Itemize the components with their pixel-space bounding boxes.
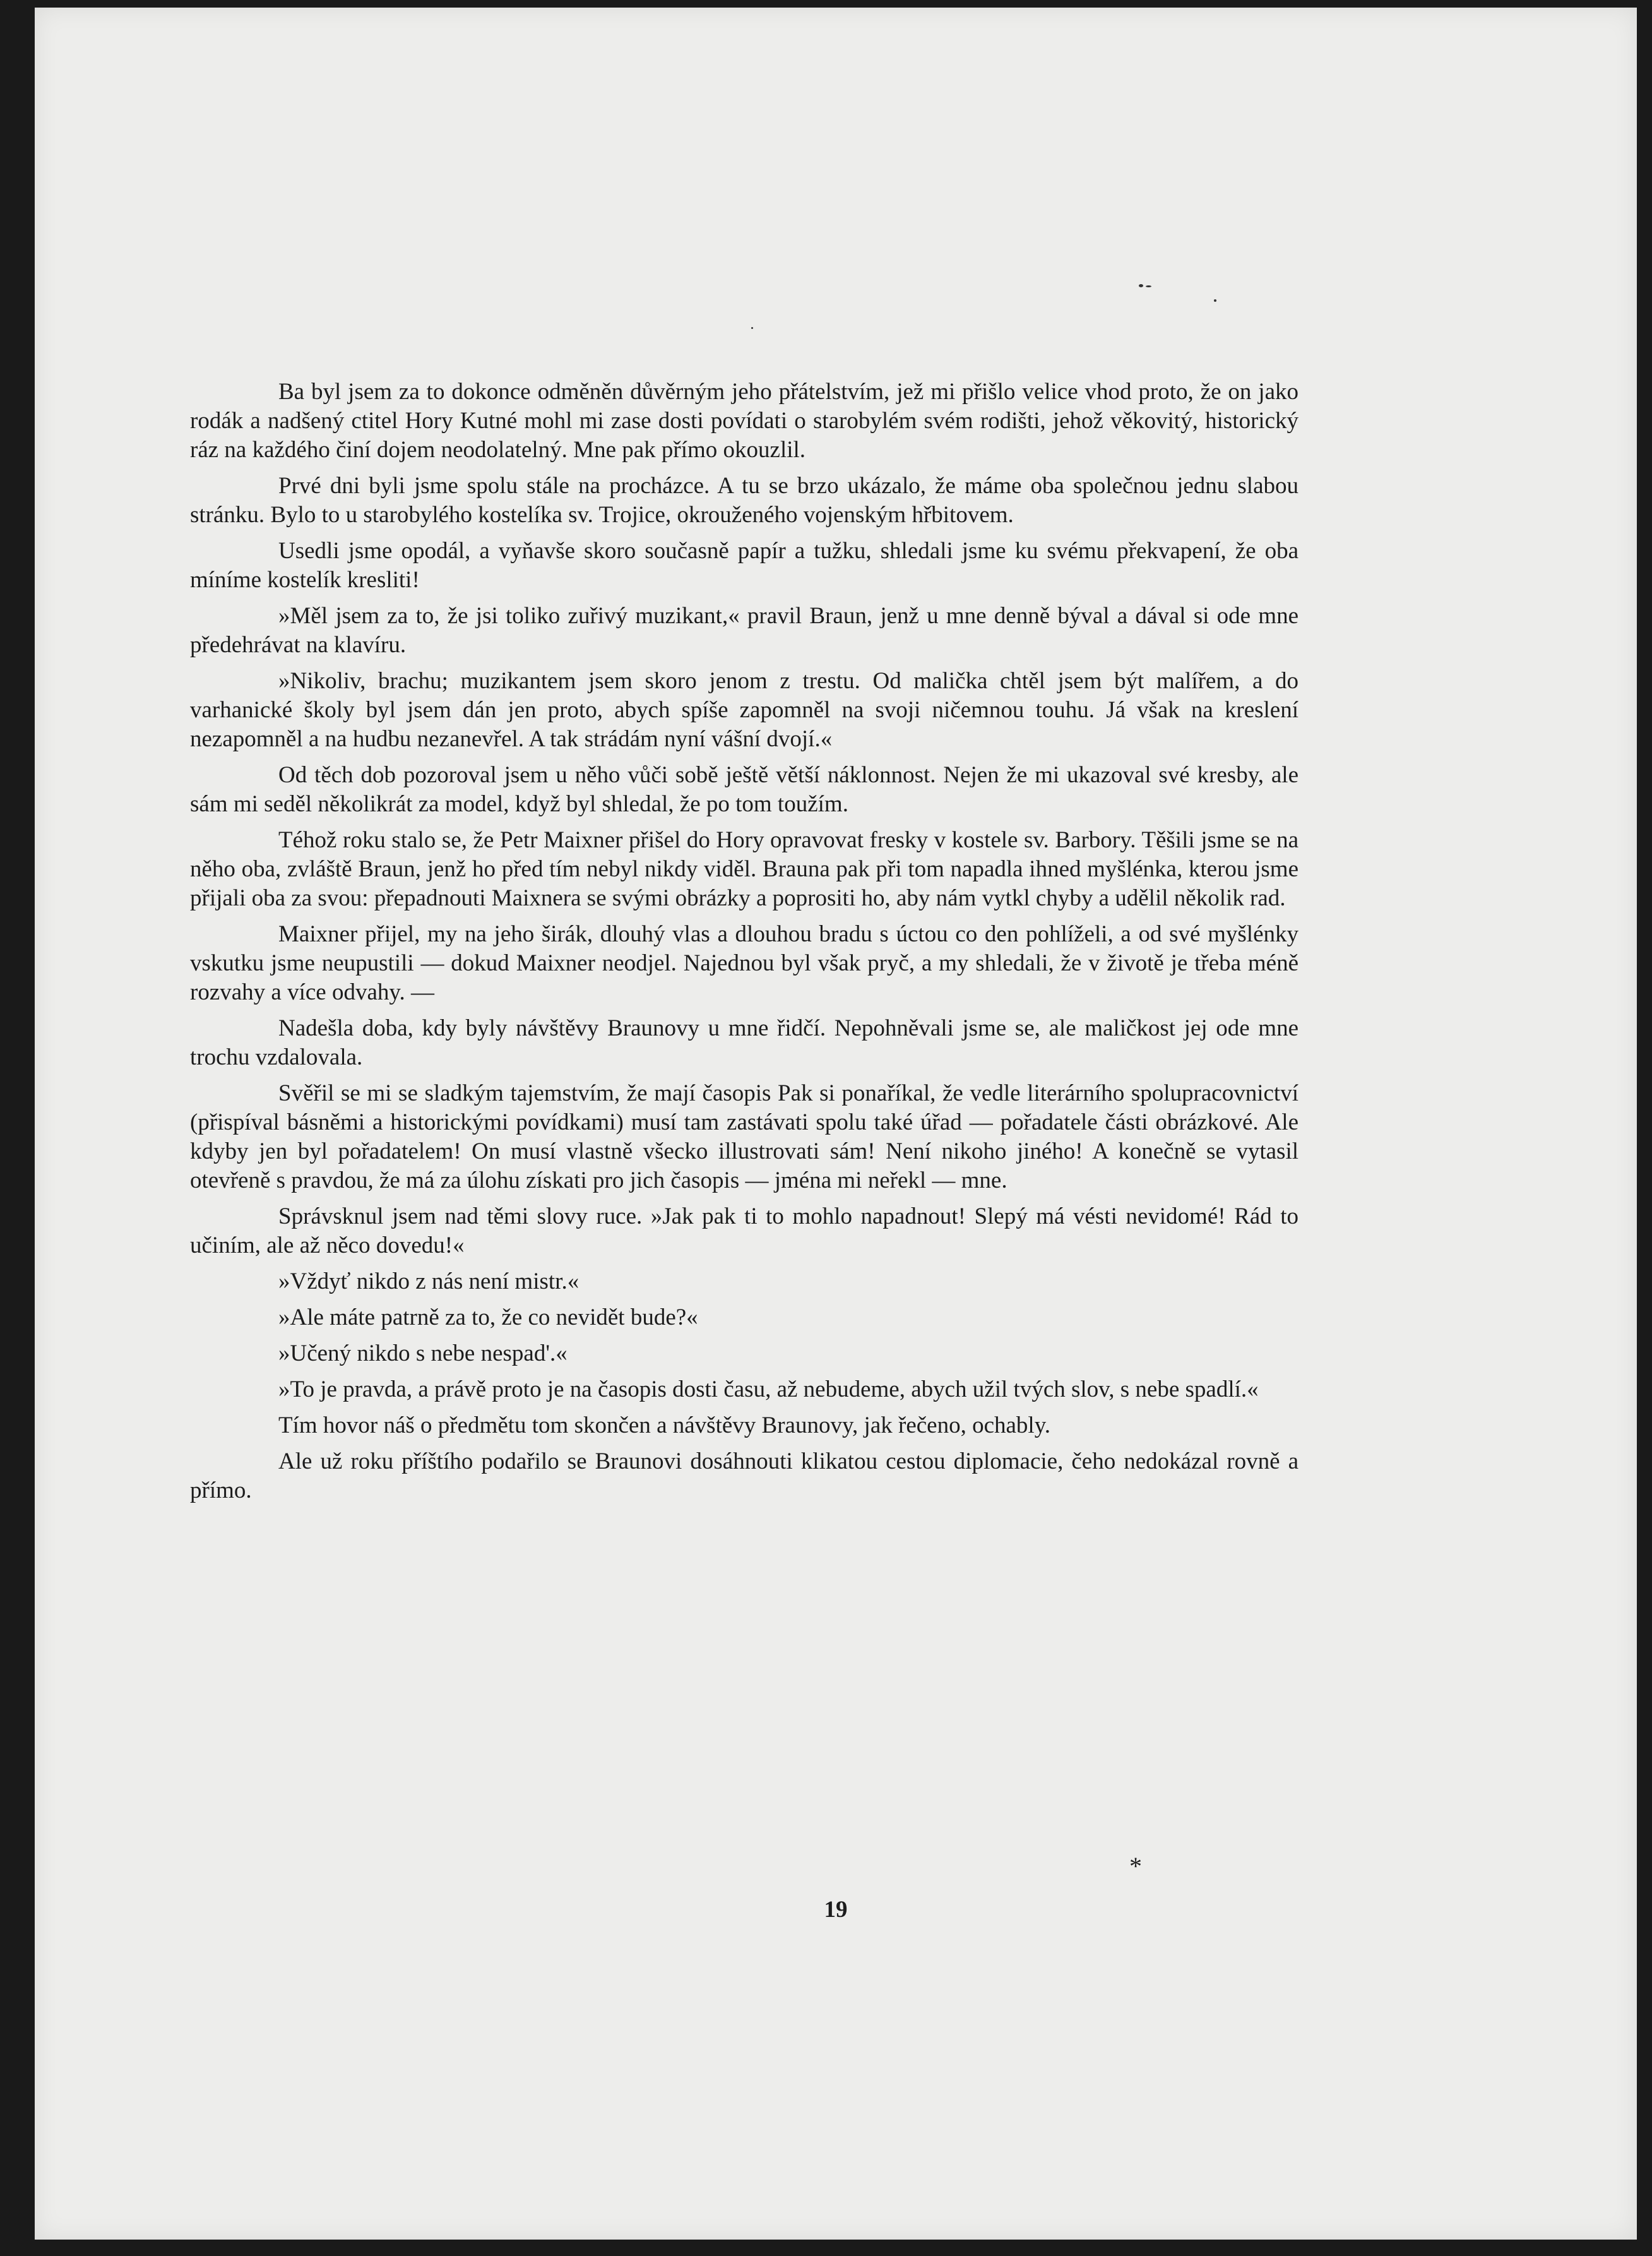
ink-speck xyxy=(751,327,753,329)
paragraph: Téhož roku stalo se, že Petr Maixner přišel do Hory opravovat fresky v kostele sv. Barbory. Těšili jsme se na něho oba, zvláště Braun, jenž ho před tím nebyl nikdy viděl. Brauna pak při tom napadla ihned myšlénka, kterou jsme přijali oba za svou: přepadnouti Maixnera se svými obrázky a poprositi ho, aby nám vytkl chyby a udělil několik rad. xyxy=(190,827,1298,911)
paragraph: Svěřil se mi se sladkým tajemstvím, že mají časopis Pak si ponaříkal, že vedle literárního spolupracovnictví (přispíval básněmi a historickými povídkami) musí tam zastávati spolu také úřad — pořadatele části obrázkové. Ale kdyby jen byl pořadatelem! On musí vlastně všecko illustrovati sám! Není nikoho jiného! A konečně se vytasil otevřeně s pravdou, že má za úlohu získati pro jich časopis — jména mi neřekl — mne. xyxy=(190,1080,1298,1193)
ink-speck xyxy=(1146,285,1151,287)
paragraph: Maixner přijel, my na jeho širák, dlouhý vlas a dlouhou bradu s úctou co den pohlíželi, a od své myšlénky vskutku jsme neupustili — dokud Maixner neodjel. Najednou byl však pryč, a my shledali, že v životě je třeba méně rozvahy a více odvahy. — xyxy=(190,921,1298,1005)
ink-speck xyxy=(1139,284,1143,287)
paragraph: Prvé dni byli jsme spolu stále na procházce. A tu se brzo ukázalo, že máme oba společnou jednu slabou stránku. Bylo to u starobylého kostelíka sv. Trojice, okrouženého vojenským hřbitovem. xyxy=(190,473,1298,528)
paragraph: »To je pravda, a právě proto je na časopis dosti času, až nebudeme, abych užil tvých slov, s nebe spadlí.« xyxy=(278,1376,1259,1402)
paragraph: »Ale máte patrně za to, že co nevidět bude?« xyxy=(278,1304,698,1330)
paragraph: Nadešla doba, kdy byly návštěvy Braunovy u mne řidčí. Nepohněvali jsme se, ale maličkost jej ode mne trochu vzdalovala. xyxy=(190,1015,1298,1070)
paragraph: »Vždyť nikdo z nás není mistr.« xyxy=(278,1268,579,1294)
body-text xyxy=(190,378,1298,1512)
paragraph: Od těch dob pozoroval jsem u něho vůči sobě ještě větší náklonnost. Nejen že mi ukazoval své kresby, ale sám mi seděl několikrát za model, když byl shledal, že po tom toužím. xyxy=(190,762,1298,817)
page-number: 19 xyxy=(824,1897,848,1923)
ink-speck xyxy=(1214,299,1216,302)
asterisk-mark: * xyxy=(1129,1852,1142,1880)
paragraph: »Nikoliv, brachu; muzikantem jsem skoro jenom z trestu. Od malička chtěl jsem být malířem, a do varhanické školy byl jsem dán jen proto, abych spíše zapomněl na svoji ničemnou touhu. Já však na kreslení nezapomněl a na hudbu nezanevřel. A tak strádám nyní vášní dvojí.« xyxy=(190,668,1298,752)
paragraph: »Měl jsem za to, že jsi toliko zuřivý muzikant,« pravil Braun, jenž u mne denně býval a dával si ode mne předehrávat na klavíru. xyxy=(190,603,1298,658)
paragraph: Správsknul jsem nad těmi slovy ruce. »Jak pak ti to mohlo napadnout! Slepý má vésti nevidomé! Rád to učiním, ale až něco dovedu!« xyxy=(190,1203,1298,1258)
paragraph: Ale už roku příštího podařilo se Braunovi dosáhnouti klikatou cestou diplomacie, čeho nedokázal rovně a přímo. xyxy=(190,1448,1298,1503)
paragraph: Ba byl jsem za to dokonce odměněn důvěrným jeho přátelstvím, jež mi přišlo velice vhod proto, že on jako rodák a nadšený ctitel Hory Kutné mohl mi zase dosti povídati o starobylém svém rodišti, jehož věkovitý, historický ráz na každého činí dojem neodolatelný. Mne pak přímo okouzlil. xyxy=(190,379,1298,463)
paragraph: »Učený nikdo s nebe nespad'.« xyxy=(278,1340,568,1366)
book-page xyxy=(35,8,1637,2240)
paragraph: Usedli jsme opodál, a vyňavše skoro současně papír a tužku, shledali jsme ku svému překvapení, že oba míníme kostelík kresliti! xyxy=(190,538,1298,593)
paragraph: Tím hovor náš o předmětu tom skončen a návštěvy Braunovy, jak řečeno, ochably. xyxy=(278,1412,1051,1438)
